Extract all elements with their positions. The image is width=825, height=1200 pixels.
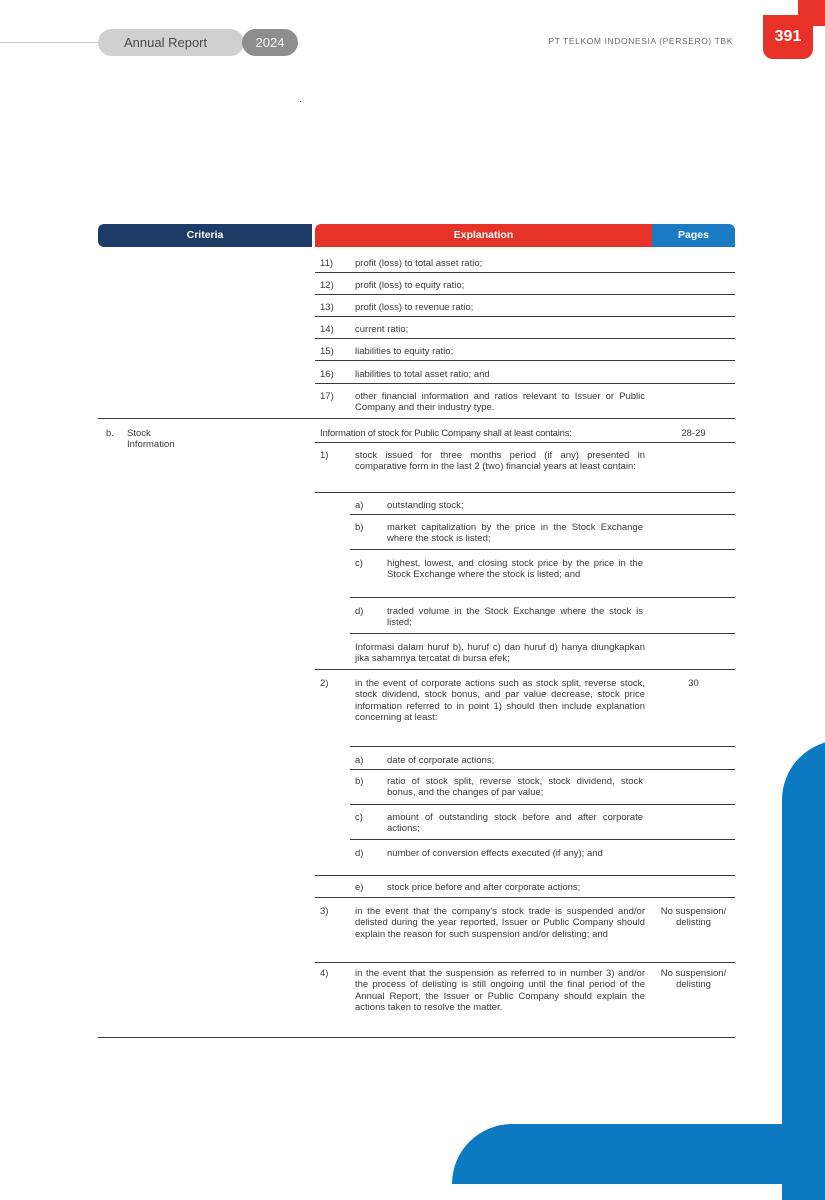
row-divider: [315, 272, 735, 273]
sub-text: amount of outstanding stock before and after corporate actions;: [387, 812, 643, 835]
row-divider: [350, 769, 735, 770]
stray-dot: [300, 101, 301, 102]
sub-text: traded volume in the Stock Exchange where the stock is listed;: [387, 606, 643, 629]
item-text: stock issued for three months period (if any) presented in comparative form in the last 2 (two) financial years at least contain:: [355, 450, 645, 473]
sub-letter: d): [355, 848, 364, 859]
sub-letter: b): [355, 776, 364, 787]
sub-text: ratio of stock split, reverse stock, stock dividend, stock bonus, and the changes of par value;: [387, 776, 643, 799]
company-name: PT TELKOM INDONESIA (PERSERO) TBK: [548, 36, 733, 46]
item-number: 14): [320, 324, 334, 335]
row-divider: [315, 383, 735, 384]
item-text: other financial information and ratios relevant to Issuer or Public Company and their industry type.: [355, 391, 645, 414]
table-bottom-rule: [98, 1037, 735, 1038]
sub-letter: d): [355, 606, 364, 617]
item-text: liabilities to total asset ratio; and: [355, 369, 490, 380]
item-number: 13): [320, 302, 334, 313]
item-number: 12): [320, 280, 334, 291]
row-divider: [315, 360, 735, 361]
row-divider: [350, 804, 735, 805]
row-divider: [315, 875, 735, 876]
sub-text: number of conversion effects executed (if any); and: [387, 848, 603, 859]
criteria-letter: b.: [106, 428, 114, 439]
sub-letter: b): [355, 522, 364, 533]
sub-text: outstanding stock;: [387, 500, 464, 511]
row-divider: [350, 633, 735, 634]
sub-text: date of corporate actions;: [387, 755, 495, 766]
item-text: current ratio;: [355, 324, 409, 335]
item-text: in the event that the suspension as referred to in number 3) and/or the process of delisting is still ongoing until the final period of the Annual Report, the Issuer or Public Company should explain the actions taken to resolve the matter.: [355, 968, 645, 1014]
page-ref: 30: [688, 678, 699, 689]
header-pages: Pages: [652, 224, 735, 247]
item-text: in the event of corporate actions such as stock split, reverse stock, stock dividend, stock bonus, and par value decrease, stock price information referred to in point 1) should then include explanation concerning at least:: [355, 678, 645, 724]
header-rule: [0, 42, 100, 43]
header-explanation: Explanation: [315, 224, 652, 247]
criteria-label: Stock Information: [127, 428, 175, 451]
row-divider: [350, 514, 735, 515]
page-number: 391: [763, 15, 813, 59]
row-divider: [350, 549, 735, 550]
sub-letter: c): [355, 558, 363, 569]
sub-letter: a): [355, 755, 364, 766]
item-number: 16): [320, 369, 334, 380]
header-criteria: Criteria: [98, 224, 312, 247]
row-divider: [350, 597, 735, 598]
item-text: profit (loss) to total asset ratio;: [355, 258, 483, 269]
item-text: in the event that the company's stock trade is suspended and/or delisted during the year reported, Issuer or Public Company should explain the reason for such suspension and/or delisting; and: [355, 906, 645, 940]
row-divider: [315, 962, 735, 963]
stock-intro: Information of stock for Public Company shall at least contains:: [320, 428, 572, 439]
page-ref: No suspension/ delisting: [660, 906, 727, 929]
annual-report-label: Annual Report: [98, 29, 244, 56]
decor-blue-bottom: [452, 1124, 825, 1184]
sub-letter: c): [355, 812, 363, 823]
item-number: 11): [320, 258, 334, 269]
sub-text: market capitalization by the price in the Stock Exchange where the stock is listed;: [387, 522, 643, 545]
row-divider: [350, 746, 735, 747]
sub-letter: a): [355, 500, 364, 511]
row-divider: [315, 316, 735, 317]
section-divider: [98, 418, 735, 419]
row-divider: [315, 897, 735, 898]
report-year: 2024: [242, 29, 298, 56]
row-divider: [350, 839, 735, 840]
sub-text: highest, lowest, and closing stock price by the price in the Stock Exchange where the stock is listed; and: [387, 558, 643, 581]
item-number: 3): [320, 906, 329, 917]
row-divider: [315, 492, 735, 493]
page-ref: 28-29: [681, 428, 706, 439]
item-number: 4): [320, 968, 329, 979]
item-text: profit (loss) to revenue ratio;: [355, 302, 474, 313]
row-divider: [315, 338, 735, 339]
page-ref: No suspension/ delisting: [660, 968, 727, 991]
sub-text: stock price before and after corporate actions;: [387, 882, 581, 893]
item-text: profit (loss) to equity ratio;: [355, 280, 465, 291]
item-number: 2): [320, 678, 329, 689]
row-divider: [315, 294, 735, 295]
note-text: Informasi dalam huruf b), huruf c) dan huruf d) hanya diungkapkan jika sahamnya tercatat di bursa efek;: [355, 642, 645, 665]
item-text: liabilities to equity ratio;: [355, 346, 454, 357]
item-number: 15): [320, 346, 334, 357]
item-number: 1): [320, 450, 329, 461]
sub-letter: e): [355, 882, 364, 893]
row-divider: [315, 669, 735, 670]
row-divider: [315, 442, 735, 443]
item-number: 17): [320, 391, 334, 402]
